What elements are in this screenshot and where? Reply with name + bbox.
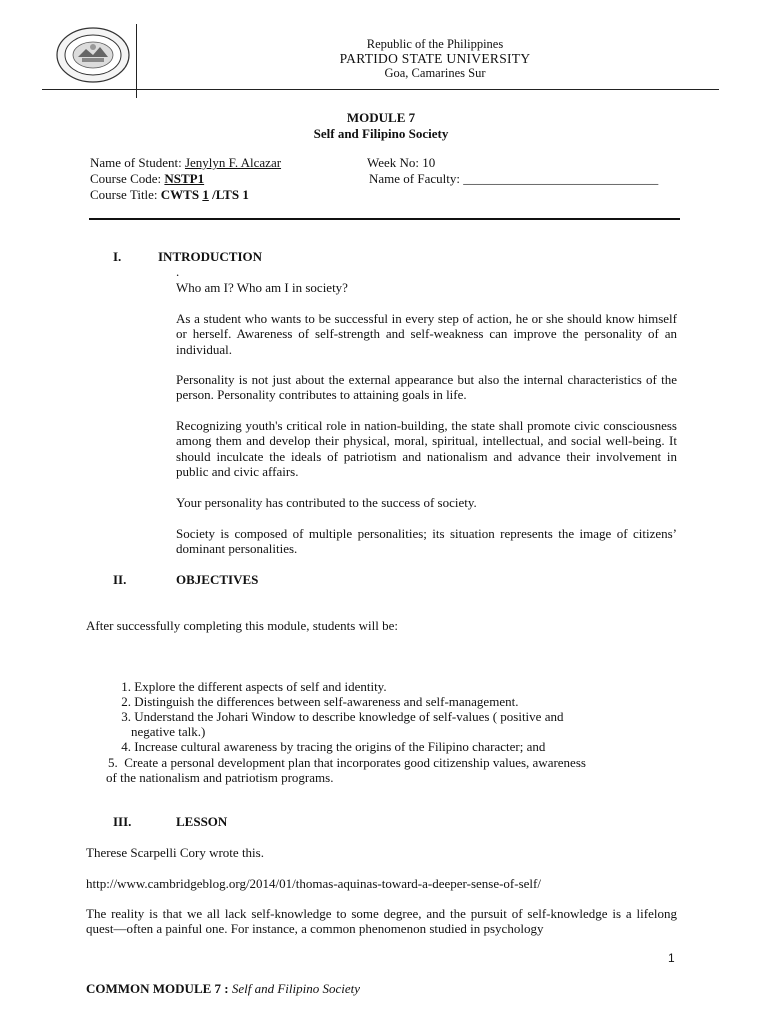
lesson-attribution: Therese Scarpelli Cory wrote this. (86, 845, 264, 860)
objective-number: 4. (121, 739, 131, 754)
intro-paragraph: Society is composed of multiple personalities; its situation represents the image of citizens’ dominant personalities. (176, 526, 677, 557)
objective-number: 2. (121, 694, 131, 709)
objective-item (108, 755, 683, 770)
lesson-heading: LESSON (176, 814, 228, 829)
intro-paragraph: Your personality has contributed to the success of society. (176, 495, 477, 510)
lesson-url: http://www.cambridgeblog.org/2014/01/thomas-aquinas-toward-a-deeper-sense-of-self/ (86, 876, 541, 891)
footer-title: Self and Filipino Society (231, 981, 361, 996)
objective-text: Explore the different aspects of self and identity. (134, 679, 387, 694)
intro-paragraph: Personality is not just about the external appearance but also the internal characteristics of the person. Personality contributes to attaining goals in life. (176, 372, 677, 403)
course-title-label: Course Title: (90, 187, 161, 202)
intro-paragraph: Recognizing youth's critical role in nation-building, the state shall promote civic consciousness among them and develop their physical, moral, spiritual, intellectual, and social well-being. It should inculcate the ideals of patriotism and nationalism and advance their involvement in public and civic affairs. (176, 418, 677, 479)
university-name: PARTIDO STATE UNIVERSITY (339, 51, 531, 66)
student-name-line (90, 155, 281, 171)
faculty-line: Name of Faculty: ______________________________ (369, 171, 659, 186)
course-code-line (90, 171, 204, 187)
footer-label: COMMON MODULE 7 : (86, 981, 232, 996)
objective-number: 1. (121, 679, 131, 694)
intro-paragraph: As a student who wants to be successful in every step of action, he or she should know himself or herself. Awareness of self-strength and self-weakness can improve the personality of an individual. (176, 311, 677, 357)
objective-number: 5. (108, 755, 118, 770)
module-number: MODULE 7 (346, 110, 416, 125)
intro-dot: . (176, 264, 180, 279)
objective-text: Increase cultural awareness by tracing the origins of the Filipino character; and (134, 739, 546, 754)
course-title-number: 1 (202, 187, 209, 202)
section-divider-rule (89, 218, 680, 220)
republic-text: Republic of the Philippines (366, 37, 504, 51)
student-label: Name of Student: (90, 155, 185, 170)
objective-text: Distinguish the differences between self-awareness and self-management. (134, 694, 519, 709)
university-seal-logo (56, 27, 130, 83)
header-vertical-divider (136, 24, 137, 98)
objective-item (106, 709, 681, 724)
lesson-paragraph: The reality is that we all lack self-knowledge to some degree, and the pursuit of self-knowledge is a lifelong quest—often a painful one. For instance, a common phenomenon studied in psychology (86, 906, 677, 937)
footer (86, 981, 360, 997)
intro-numeral: I. (113, 249, 122, 264)
course-title-lts: /LTS 1 (208, 187, 249, 202)
course-title-cwts: CWTS (160, 187, 203, 202)
intro-paragraph: Who am I? Who am I in society? (176, 280, 348, 295)
objective-item (106, 679, 681, 694)
objective-item (106, 694, 681, 709)
objectives-numeral: II. (113, 572, 127, 587)
page-number: 1 (668, 951, 675, 965)
student-name: Jenylyn F. Alcazar (184, 155, 282, 170)
objective-text-continued: of the nationalism and patriotism programs. (106, 770, 334, 785)
objective-number: 3. (121, 709, 131, 724)
objective-text-continued: negative talk.) (131, 724, 206, 739)
course-title-line (90, 187, 249, 203)
week-number: Week No: 10 (367, 155, 436, 170)
university-location: Goa, Camarines Sur (384, 66, 486, 80)
objectives-intro: After successfully completing this module, students will be: (86, 618, 398, 633)
intro-heading: INTRODUCTION (158, 249, 263, 264)
objective-text: Create a personal development plan that incorporates good citizenship values, awareness (124, 755, 586, 770)
lesson-numeral: III. (113, 814, 132, 829)
objective-item (106, 739, 681, 754)
course-code-label: Course Code: (90, 171, 165, 186)
header-horizontal-divider (42, 89, 719, 90)
course-code: NSTP1 (164, 171, 205, 186)
objectives-heading: OBJECTIVES (176, 572, 259, 587)
module-title: Self and Filipino Society (313, 126, 449, 141)
objective-text: Understand the Johari Window to describe knowledge of self-values ( positive and (134, 709, 564, 724)
